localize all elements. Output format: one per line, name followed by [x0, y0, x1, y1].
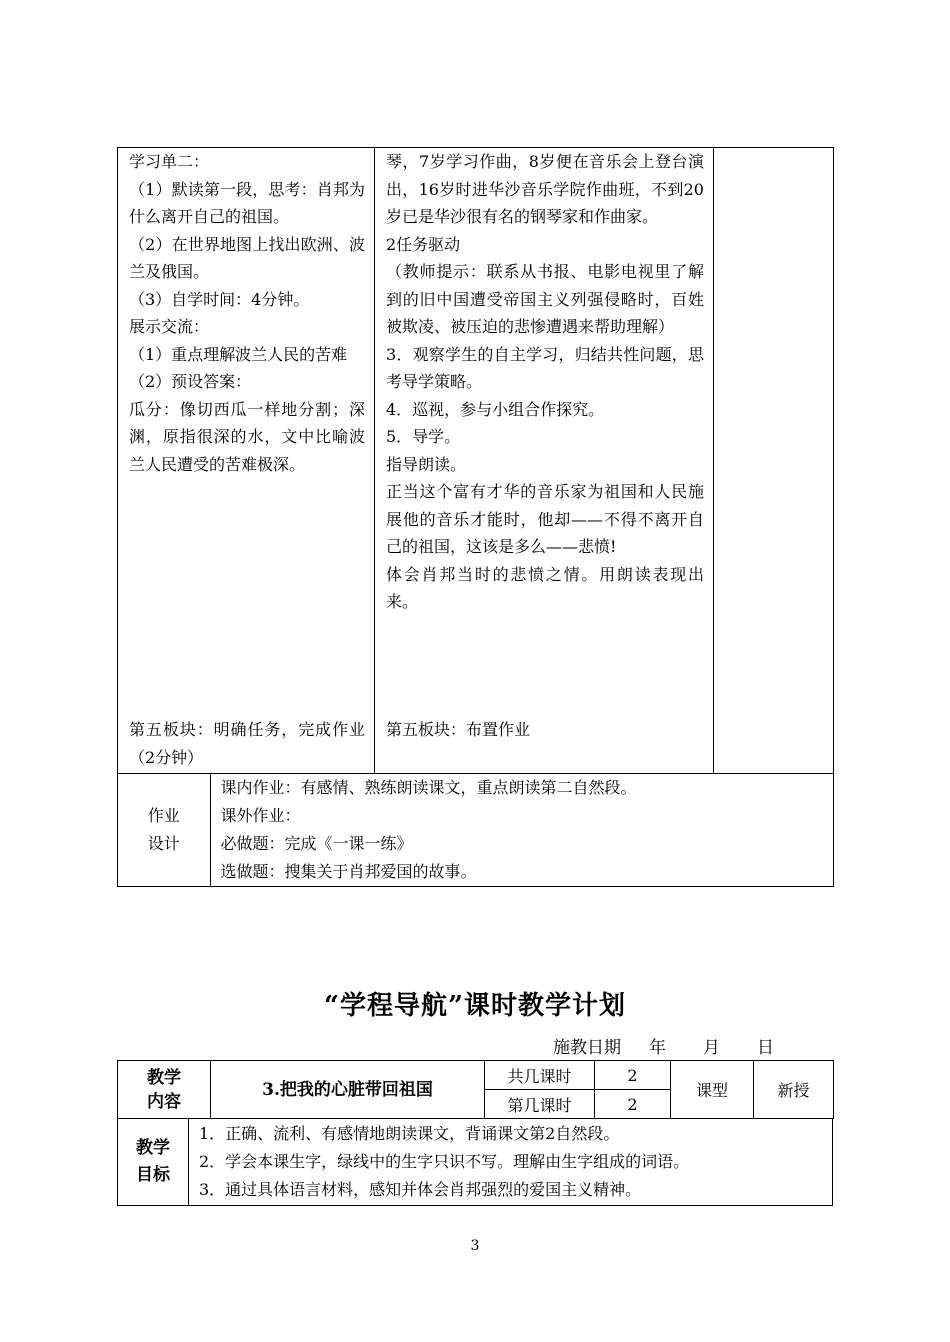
student-line: （3）自学时间：4分钟。	[129, 289, 310, 309]
lesson-number-label: 第几课时	[485, 1090, 595, 1119]
homework-line: 必做题：完成《一课一练》	[220, 834, 413, 853]
content-label: 教学 内容	[118, 1061, 211, 1119]
teacher-line: 琴，7岁学习作曲，8岁便在音乐会上登台演出，16岁时进华沙音乐学院作曲班，不到20岁已是华沙很有名的钢琴家和作曲家。	[386, 152, 704, 226]
objectives-label: 教学 目标	[118, 1119, 189, 1206]
date-day: 日	[757, 1038, 774, 1058]
homework-content	[210, 774, 833, 886]
objective-item: 2．学会本课生字，绿线中的生字只识不写。理解由生字组成的词语。	[199, 1152, 690, 1171]
lesson-info-table	[117, 1060, 834, 1119]
teacher-line: 4．巡视，参与小组合作探究。	[386, 399, 605, 419]
lesson-type-value: 新授	[754, 1061, 834, 1119]
student-section-five: 第五板块：明确任务，完成作业（2分钟）	[129, 720, 365, 767]
homework-row	[118, 774, 834, 887]
student-line: 学习单二：	[129, 152, 210, 171]
teacher-line: 指导朗读。	[386, 454, 467, 474]
student-line: （2）预设答案：	[129, 372, 252, 391]
date-month: 月	[703, 1038, 720, 1058]
lesson-process-table	[117, 147, 834, 887]
teaching-date-line	[553, 1033, 774, 1058]
student-line: （2）在世界地图上找出欧洲、波兰及俄国。	[129, 234, 365, 281]
objective-item: 1．正确、流利、有感情地朗读课文，背诵课文第2自然段。	[199, 1124, 620, 1143]
homework-line: 课内作业：有感情、熟练朗读课文，重点朗读第二自然段。	[220, 778, 637, 797]
student-line: （1）默读第一段，思考：肖邦为什么离开自己的祖国。	[129, 179, 365, 226]
student-line: （1）重点理解波兰人民的苦难	[129, 344, 348, 364]
lesson-title: 3.把我的心脏带回祖国	[211, 1061, 485, 1119]
date-year: 年	[649, 1038, 666, 1058]
teacher-line: 2任务驱动	[386, 234, 461, 254]
teacher-line: 正当这个富有才华的音乐家为祖国和人民施展他的音乐才能时，他却——不得不离开自己的祖国，这该是多么——悲愤!	[386, 482, 704, 556]
homework-line: 课外作业：	[220, 806, 301, 825]
student-line: 瓜分：像切西瓜一样地分割；深渊，原指很深的水，文中比喻波兰人民遭受的苦难极深。	[129, 399, 365, 474]
total-lessons-value: 2	[595, 1061, 671, 1090]
page-number: 3	[470, 1238, 480, 1254]
homework-label: 作业 设计	[118, 774, 210, 886]
lesson-type-label: 课型	[671, 1061, 754, 1119]
objectives-list	[189, 1119, 833, 1206]
homework-line: 选做题：搜集关于肖邦爱国的故事。	[220, 862, 477, 881]
plan-title: “学程导航”课时教学计划	[324, 991, 626, 1021]
notes-cell	[714, 148, 834, 774]
objective-item: 3．通过具体语言材料，感知并体会肖邦强烈的爱国主义精神。	[199, 1180, 642, 1199]
lesson-number-value: 2	[595, 1090, 671, 1119]
student-activity-cell	[118, 148, 375, 774]
homework-table	[118, 774, 833, 886]
teacher-line: （教师提示：联系从书报、电影电视里了解到的旧中国遭受帝国主义列强侵略时，百姓被欺凌、被压迫的悲惨遭遇来帮助理解）	[386, 262, 704, 336]
total-lessons-label: 共几课时	[485, 1061, 595, 1090]
lesson-process-row	[118, 148, 834, 774]
student-line: 展示交流：	[129, 317, 210, 336]
date-label: 施教日期	[553, 1038, 621, 1058]
teacher-line: 体会肖邦当时的悲愤之情。用朗读表现出来。	[386, 564, 704, 611]
objectives-table	[117, 1118, 833, 1206]
teacher-line: 3．观察学生的自主学习，归结共性问题，思考导学策略。	[386, 344, 704, 391]
teacher-section-five: 第五板块：布置作业	[386, 720, 531, 739]
teacher-activity-cell	[375, 148, 714, 774]
teacher-line: 5．导学。	[386, 427, 461, 446]
